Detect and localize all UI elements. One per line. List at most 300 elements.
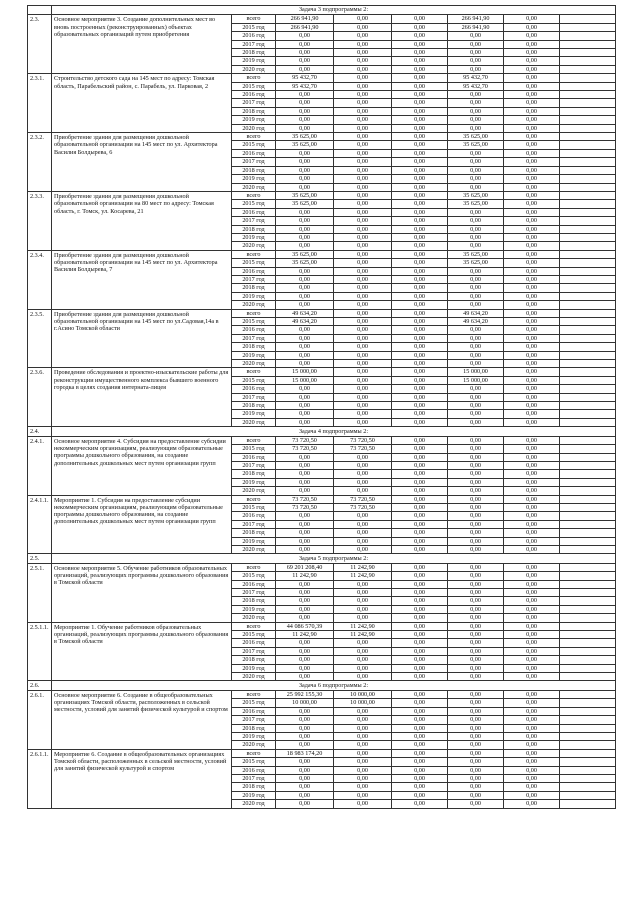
amount-cell: 49 634,20 — [448, 318, 504, 326]
amount-cell: 0,00 — [276, 487, 334, 495]
amount-cell: 0,00 — [448, 614, 504, 622]
empty-cell — [560, 175, 616, 183]
amount-cell: 0,00 — [448, 639, 504, 647]
amount-cell: 0,00 — [448, 343, 504, 351]
amount-cell: 0,00 — [504, 309, 560, 317]
task-header-row — [28, 681, 616, 690]
period-cell: 2016 год — [232, 707, 276, 715]
amount-cell: 0,00 — [276, 242, 334, 250]
amount-cell: 0,00 — [448, 520, 504, 528]
period-cell: 2020 год — [232, 741, 276, 749]
amount-cell: 0,00 — [276, 32, 334, 40]
amount-cell: 0,00 — [504, 597, 560, 605]
period-cell: 2019 год — [232, 605, 276, 613]
amount-cell: 0,00 — [504, 301, 560, 309]
amount-cell: 35 625,00 — [276, 259, 334, 267]
amount-cell: 0,00 — [448, 741, 504, 749]
task-code: 2.6. — [28, 681, 52, 690]
task-code: 2.5. — [28, 554, 52, 563]
amount-cell: 0,00 — [276, 461, 334, 469]
amount-cell: 73 720,50 — [276, 436, 334, 444]
amount-cell: 0,00 — [448, 453, 504, 461]
empty-cell — [560, 800, 616, 808]
amount-cell: 0,00 — [334, 614, 392, 622]
amount-cell: 0,00 — [504, 656, 560, 664]
amount-cell: 0,00 — [334, 664, 392, 672]
amount-cell: 0,00 — [276, 385, 334, 393]
amount-cell: 0,00 — [392, 512, 448, 520]
item-name: Приобретение здания для размещения дошкольной образовательной организации на 80 мест по адресу: Томская область, г. Томск, ул. Косарева, 21 — [52, 191, 232, 250]
amount-cell: 0,00 — [334, 537, 392, 545]
empty-cell — [560, 233, 616, 241]
period-cell: 2018 год — [232, 656, 276, 664]
amount-cell: 0,00 — [504, 149, 560, 157]
amount-cell: 0,00 — [392, 749, 448, 757]
empty-cell — [560, 242, 616, 250]
amount-cell: 0,00 — [504, 225, 560, 233]
amount-cell: 0,00 — [448, 233, 504, 241]
table-row — [28, 690, 616, 698]
period-cell: 2016 год — [232, 208, 276, 216]
amount-cell: 0,00 — [504, 529, 560, 537]
amount-cell: 0,00 — [448, 445, 504, 453]
amount-cell: 0,00 — [504, 647, 560, 655]
amount-cell: 0,00 — [276, 301, 334, 309]
period-cell: 2015 год — [232, 200, 276, 208]
period-cell: всего — [232, 250, 276, 258]
task-code: 2.4. — [28, 427, 52, 436]
amount-cell: 0,00 — [448, 301, 504, 309]
amount-cell: 0,00 — [392, 385, 448, 393]
amount-cell: 0,00 — [448, 589, 504, 597]
amount-cell: 0,00 — [392, 233, 448, 241]
amount-cell: 0,00 — [334, 183, 392, 191]
empty-cell — [560, 301, 616, 309]
amount-cell: 73 720,50 — [334, 495, 392, 503]
amount-cell: 0,00 — [334, 15, 392, 23]
amount-cell: 0,00 — [334, 707, 392, 715]
table-row — [28, 74, 616, 82]
amount-cell: 0,00 — [334, 470, 392, 478]
item-name: Мероприятие 6. Создание в общеобразовательных организациях Томской области, расположенных в сельской местности, условий для занятий физической культурой и спортом — [52, 749, 232, 808]
item-code: 2.5.1. — [28, 563, 52, 622]
amount-cell: 0,00 — [504, 716, 560, 724]
period-cell: 2017 год — [232, 275, 276, 283]
amount-cell: 0,00 — [276, 149, 334, 157]
table-row — [28, 436, 616, 444]
empty-cell — [560, 368, 616, 376]
empty-cell — [560, 82, 616, 90]
empty-cell — [560, 158, 616, 166]
item-name: Приобретение здания для размещения дошкольной образовательной организации на 145 мест по ул.Садовая,14а в г.Асино Томской области — [52, 309, 232, 368]
amount-cell: 0,00 — [334, 200, 392, 208]
amount-cell: 0,00 — [334, 487, 392, 495]
period-cell: 2019 год — [232, 410, 276, 418]
task-header-row — [28, 427, 616, 436]
amount-cell: 0,00 — [334, 217, 392, 225]
period-cell: 2019 год — [232, 175, 276, 183]
amount-cell: 35 625,00 — [448, 191, 504, 199]
amount-cell: 0,00 — [276, 545, 334, 553]
item-name: Основное мероприятие 4. Субсидия на предоставление субсидии некоммерческим организациям, реализующим образовательные программы дошкольного образования, на создание дополнительных дошкольных мест путем организации групп — [52, 436, 232, 495]
empty-cell — [560, 572, 616, 580]
amount-cell: 0,00 — [276, 741, 334, 749]
amount-cell: 0,00 — [504, 65, 560, 73]
period-cell: всего — [232, 368, 276, 376]
period-cell: 2020 год — [232, 360, 276, 368]
amount-cell: 0,00 — [276, 580, 334, 588]
amount-cell: 0,00 — [504, 436, 560, 444]
amount-cell: 0,00 — [276, 267, 334, 275]
amount-cell: 0,00 — [392, 699, 448, 707]
amount-cell: 0,00 — [448, 774, 504, 782]
amount-cell: 0,00 — [334, 639, 392, 647]
amount-cell: 0,00 — [504, 166, 560, 174]
amount-cell: 0,00 — [504, 318, 560, 326]
amount-cell: 0,00 — [334, 275, 392, 283]
amount-cell: 0,00 — [448, 334, 504, 342]
amount-cell: 15 000,00 — [448, 376, 504, 384]
table-row — [28, 15, 616, 23]
amount-cell: 95 432,70 — [448, 82, 504, 90]
empty-cell — [560, 503, 616, 511]
amount-cell: 0,00 — [392, 175, 448, 183]
period-cell: 2018 год — [232, 284, 276, 292]
amount-cell: 0,00 — [504, 445, 560, 453]
amount-cell: 0,00 — [448, 503, 504, 511]
amount-cell: 44 086 570,39 — [276, 622, 334, 630]
amount-cell: 0,00 — [334, 49, 392, 57]
amount-cell: 0,00 — [448, 732, 504, 740]
amount-cell: 0,00 — [504, 275, 560, 283]
period-cell: 2019 год — [232, 233, 276, 241]
amount-cell: 0,00 — [276, 57, 334, 65]
amount-cell: 0,00 — [334, 418, 392, 426]
item-name: Основное мероприятие 5. Обучение работников образовательных организаций, реализующих программы дошкольного образования в Томской области — [52, 563, 232, 622]
amount-cell: 0,00 — [392, 589, 448, 597]
amount-cell: 0,00 — [334, 259, 392, 267]
amount-cell: 0,00 — [334, 208, 392, 216]
amount-cell: 0,00 — [504, 360, 560, 368]
period-cell: 2019 год — [232, 478, 276, 486]
amount-cell: 0,00 — [504, 158, 560, 166]
amount-cell: 0,00 — [334, 783, 392, 791]
amount-cell: 0,00 — [334, 368, 392, 376]
amount-cell: 0,00 — [448, 217, 504, 225]
amount-cell: 0,00 — [448, 647, 504, 655]
amount-cell: 0,00 — [276, 520, 334, 528]
amount-cell: 0,00 — [392, 141, 448, 149]
amount-cell: 0,00 — [448, 360, 504, 368]
period-cell: 2016 год — [232, 326, 276, 334]
period-cell: 2020 год — [232, 65, 276, 73]
empty-cell — [560, 478, 616, 486]
period-cell: 2018 год — [232, 49, 276, 57]
amount-cell: 0,00 — [504, 351, 560, 359]
amount-cell: 0,00 — [392, 74, 448, 82]
amount-cell: 0,00 — [392, 707, 448, 715]
empty-cell — [560, 461, 616, 469]
empty-cell — [560, 639, 616, 647]
amount-cell: 0,00 — [448, 622, 504, 630]
amount-cell: 0,00 — [392, 309, 448, 317]
period-cell: 2015 год — [232, 141, 276, 149]
amount-cell: 0,00 — [448, 699, 504, 707]
amount-cell: 0,00 — [276, 402, 334, 410]
amount-cell: 0,00 — [334, 360, 392, 368]
amount-cell: 0,00 — [392, 393, 448, 401]
amount-cell: 0,00 — [504, 116, 560, 124]
amount-cell: 0,00 — [392, 242, 448, 250]
item-code: 2.4.1.1. — [28, 495, 52, 554]
amount-cell: 49 634,20 — [448, 309, 504, 317]
amount-cell: 0,00 — [504, 99, 560, 107]
amount-cell: 0,00 — [448, 242, 504, 250]
amount-cell: 0,00 — [448, 631, 504, 639]
amount-cell: 0,00 — [392, 503, 448, 511]
amount-cell: 25 992 155,30 — [276, 690, 334, 698]
amount-cell: 0,00 — [392, 732, 448, 740]
empty-cell — [560, 32, 616, 40]
amount-cell: 0,00 — [392, 326, 448, 334]
amount-cell: 0,00 — [392, 65, 448, 73]
amount-cell: 0,00 — [448, 284, 504, 292]
empty-cell — [560, 217, 616, 225]
amount-cell: 35 625,00 — [276, 191, 334, 199]
item-name: Строительство детского сада на 145 мест по адресу: Томская область, Парабельский район, с. Парабель, ул. Парковая, 2 — [52, 74, 232, 133]
period-cell: 2018 год — [232, 724, 276, 732]
amount-cell: 0,00 — [504, 284, 560, 292]
amount-cell: 0,00 — [276, 478, 334, 486]
amount-cell: 0,00 — [448, 275, 504, 283]
amount-cell: 0,00 — [504, 774, 560, 782]
amount-cell: 0,00 — [334, 124, 392, 132]
amount-cell: 0,00 — [334, 141, 392, 149]
amount-cell: 0,00 — [504, 563, 560, 571]
amount-cell: 0,00 — [276, 537, 334, 545]
item-code: 2.3. — [28, 15, 52, 74]
amount-cell: 0,00 — [392, 774, 448, 782]
amount-cell: 0,00 — [276, 124, 334, 132]
amount-cell: 0,00 — [334, 749, 392, 757]
amount-cell: 0,00 — [504, 699, 560, 707]
amount-cell: 0,00 — [448, 478, 504, 486]
amount-cell: 0,00 — [334, 741, 392, 749]
period-cell: 2015 год — [232, 572, 276, 580]
amount-cell: 266 941,90 — [276, 23, 334, 31]
amount-cell: 73 720,50 — [276, 503, 334, 511]
empty-cell — [560, 40, 616, 48]
amount-cell: 0,00 — [392, 368, 448, 376]
amount-cell: 0,00 — [504, 402, 560, 410]
amount-cell: 35 625,00 — [448, 200, 504, 208]
amount-cell: 73 720,50 — [334, 503, 392, 511]
item-code: 2.6.1. — [28, 690, 52, 749]
amount-cell: 0,00 — [392, 200, 448, 208]
amount-cell: 0,00 — [504, 673, 560, 681]
period-cell: 2020 год — [232, 545, 276, 553]
amount-cell: 49 634,20 — [276, 309, 334, 317]
amount-cell: 0,00 — [448, 183, 504, 191]
amount-cell: 0,00 — [504, 537, 560, 545]
amount-cell: 35 625,00 — [448, 259, 504, 267]
amount-cell: 0,00 — [504, 57, 560, 65]
empty-cell — [560, 284, 616, 292]
period-cell: 2015 год — [232, 758, 276, 766]
amount-cell: 0,00 — [392, 520, 448, 528]
item-code: 2.5.1.1. — [28, 622, 52, 681]
empty-cell — [560, 563, 616, 571]
empty-cell — [560, 124, 616, 132]
amount-cell: 0,00 — [334, 65, 392, 73]
amount-cell: 0,00 — [276, 275, 334, 283]
amount-cell: 0,00 — [448, 791, 504, 799]
amount-cell: 0,00 — [392, 537, 448, 545]
amount-cell: 0,00 — [276, 343, 334, 351]
period-cell: 2019 год — [232, 732, 276, 740]
table-row — [28, 495, 616, 503]
empty-cell — [560, 647, 616, 655]
amount-cell: 0,00 — [504, 741, 560, 749]
amount-cell: 0,00 — [448, 605, 504, 613]
empty-cell — [560, 418, 616, 426]
amount-cell: 0,00 — [448, 512, 504, 520]
amount-cell: 0,00 — [334, 32, 392, 40]
amount-cell: 18 983 174,20 — [276, 749, 334, 757]
amount-cell: 0,00 — [392, 133, 448, 141]
amount-cell: 11 242,90 — [334, 572, 392, 580]
amount-cell: 0,00 — [334, 520, 392, 528]
empty-cell — [560, 107, 616, 115]
empty-cell — [560, 15, 616, 23]
amount-cell: 0,00 — [504, 707, 560, 715]
period-cell: 2015 год — [232, 318, 276, 326]
amount-cell: 0,00 — [504, 664, 560, 672]
item-name: Приобретение здания для размещения дошкольной образовательной организации на 145 мест по ул. Архитектора Василия Болдырева, 6 — [52, 133, 232, 192]
amount-cell: 0,00 — [504, 183, 560, 191]
amount-cell: 0,00 — [392, 605, 448, 613]
period-cell: 2020 год — [232, 487, 276, 495]
amount-cell: 0,00 — [392, 445, 448, 453]
amount-cell: 0,00 — [276, 639, 334, 647]
amount-cell: 0,00 — [504, 91, 560, 99]
amount-cell: 11 242,90 — [334, 563, 392, 571]
empty-cell — [560, 376, 616, 384]
task-title: Задача 5 подпрограммы 2: — [52, 554, 616, 563]
amount-cell: 0,00 — [276, 791, 334, 799]
empty-cell — [560, 57, 616, 65]
amount-cell: 0,00 — [334, 800, 392, 808]
amount-cell: 0,00 — [504, 453, 560, 461]
item-name: Мероприятие 1. Субсидия на предоставление субсидии некоммерческим организациям, реализующим образовательные программы дошкольного образования, на создание дополнительных дошкольных мест путем организации групп — [52, 495, 232, 554]
amount-cell: 0,00 — [448, 580, 504, 588]
amount-cell: 0,00 — [334, 91, 392, 99]
amount-cell: 0,00 — [334, 716, 392, 724]
period-cell: 2019 год — [232, 537, 276, 545]
amount-cell: 0,00 — [392, 275, 448, 283]
amount-cell: 0,00 — [448, 91, 504, 99]
amount-cell: 11 242,90 — [276, 572, 334, 580]
amount-cell: 0,00 — [392, 217, 448, 225]
empty-cell — [560, 741, 616, 749]
amount-cell: 0,00 — [334, 57, 392, 65]
amount-cell: 0,00 — [504, 512, 560, 520]
amount-cell: 0,00 — [392, 301, 448, 309]
amount-cell: 0,00 — [334, 393, 392, 401]
amount-cell: 73 720,50 — [276, 495, 334, 503]
amount-cell: 0,00 — [392, 49, 448, 57]
period-cell: 2018 год — [232, 225, 276, 233]
amount-cell: 0,00 — [276, 673, 334, 681]
amount-cell: 0,00 — [504, 393, 560, 401]
item-code: 2.3.1. — [28, 74, 52, 133]
amount-cell: 0,00 — [276, 292, 334, 300]
amount-cell: 0,00 — [334, 343, 392, 351]
budget-table — [27, 5, 616, 809]
amount-cell: 11 242,90 — [334, 622, 392, 630]
amount-cell: 0,00 — [448, 436, 504, 444]
amount-cell: 0,00 — [448, 410, 504, 418]
period-cell: 2020 год — [232, 242, 276, 250]
amount-cell: 0,00 — [334, 351, 392, 359]
amount-cell: 0,00 — [392, 647, 448, 655]
amount-cell: 0,00 — [334, 334, 392, 342]
amount-cell: 0,00 — [276, 614, 334, 622]
period-cell: 2015 год — [232, 503, 276, 511]
table-row — [28, 368, 616, 376]
period-cell: 2018 год — [232, 107, 276, 115]
empty-cell — [560, 537, 616, 545]
amount-cell: 0,00 — [392, 622, 448, 630]
amount-cell: 15 000,00 — [448, 368, 504, 376]
period-cell: 2019 год — [232, 292, 276, 300]
amount-cell: 0,00 — [504, 614, 560, 622]
amount-cell: 0,00 — [334, 478, 392, 486]
period-cell: 2016 год — [232, 267, 276, 275]
period-cell: 2015 год — [232, 82, 276, 90]
empty-cell — [560, 141, 616, 149]
amount-cell: 0,00 — [276, 453, 334, 461]
amount-cell: 95 432,70 — [276, 82, 334, 90]
amount-cell: 0,00 — [392, 225, 448, 233]
amount-cell: 0,00 — [392, 741, 448, 749]
amount-cell: 0,00 — [504, 175, 560, 183]
amount-cell: 0,00 — [334, 191, 392, 199]
amount-cell: 0,00 — [448, 758, 504, 766]
amount-cell: 0,00 — [448, 495, 504, 503]
period-cell: 2015 год — [232, 376, 276, 384]
amount-cell: 0,00 — [504, 82, 560, 90]
amount-cell: 0,00 — [276, 512, 334, 520]
amount-cell: 0,00 — [392, 758, 448, 766]
amount-cell: 10 000,00 — [334, 690, 392, 698]
amount-cell: 0,00 — [276, 225, 334, 233]
amount-cell: 0,00 — [334, 267, 392, 275]
period-cell: 2016 год — [232, 766, 276, 774]
amount-cell: 0,00 — [276, 208, 334, 216]
task-header-row — [28, 554, 616, 563]
item-code: 2.6.1.1. — [28, 749, 52, 808]
period-cell: всего — [232, 563, 276, 571]
amount-cell: 0,00 — [504, 487, 560, 495]
amount-cell: 0,00 — [276, 166, 334, 174]
period-cell: 2020 год — [232, 301, 276, 309]
empty-cell — [560, 707, 616, 715]
empty-cell — [560, 275, 616, 283]
item-code: 2.4.1. — [28, 436, 52, 495]
amount-cell: 0,00 — [392, 418, 448, 426]
amount-cell: 0,00 — [334, 292, 392, 300]
